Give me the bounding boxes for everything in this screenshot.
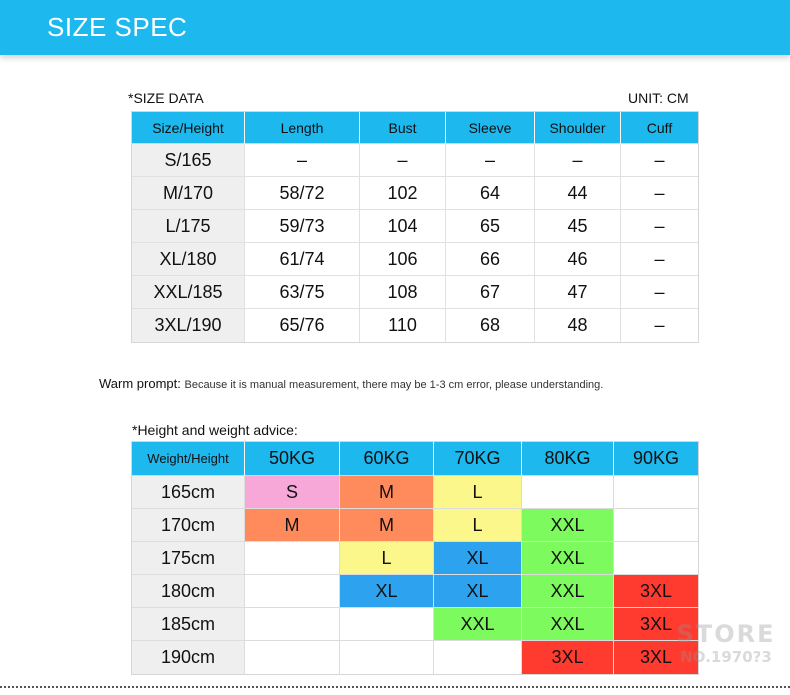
size-recommendation-cell	[245, 542, 340, 575]
advice-header-cell: 60KG	[340, 442, 434, 476]
size-recommendation-cell	[245, 575, 340, 608]
height-label-cell: 190cm	[132, 641, 245, 674]
size-value-cell: –	[621, 276, 698, 309]
size-value-cell: 59/73	[245, 210, 360, 243]
advice-header-cell: 50KG	[245, 442, 340, 476]
table-row	[132, 144, 698, 177]
size-value-cell: 48	[535, 309, 621, 342]
store-watermark	[676, 622, 776, 682]
size-header-cell: Size/Height	[132, 112, 245, 144]
size-recommendation-cell: XXL	[522, 542, 614, 575]
size-label-cell: M/170	[132, 177, 245, 210]
size-recommendation-cell: XXL	[522, 509, 614, 542]
size-recommendation-cell: S	[245, 476, 340, 509]
size-value-cell: –	[621, 243, 698, 276]
size-header-cell: Cuff	[621, 112, 698, 144]
watermark-line-1: STORE	[676, 620, 776, 648]
table-row	[132, 210, 698, 243]
table-row	[132, 476, 698, 509]
size-table-header-row	[132, 112, 698, 144]
page-title: SIZE SPEC	[47, 12, 188, 42]
size-value-cell: –	[621, 144, 698, 177]
size-recommendation-cell: L	[434, 509, 522, 542]
size-recommendation-cell	[245, 641, 340, 674]
size-value-cell: 46	[535, 243, 621, 276]
size-value-cell: –	[535, 144, 621, 177]
advice-header-cell: 70KG	[434, 442, 522, 476]
size-label-cell: XXL/185	[132, 276, 245, 309]
size-recommendation-cell: XXL	[434, 608, 522, 641]
height-label-cell: 170cm	[132, 509, 245, 542]
size-value-cell: 45	[535, 210, 621, 243]
size-value-cell: 65/76	[245, 309, 360, 342]
size-value-cell: 61/74	[245, 243, 360, 276]
size-value-cell: 44	[535, 177, 621, 210]
size-recommendation-cell: M	[340, 476, 434, 509]
size-value-cell: 106	[360, 243, 446, 276]
size-recommendation-cell: 3XL	[614, 608, 698, 641]
advice-header-cell: 90KG	[614, 442, 698, 476]
size-recommendation-cell	[434, 641, 522, 674]
height-label-cell: 185cm	[132, 608, 245, 641]
size-value-cell: 102	[360, 177, 446, 210]
size-value-cell: –	[360, 144, 446, 177]
size-header-cell: Length	[245, 112, 360, 144]
size-recommendation-cell: XL	[340, 575, 434, 608]
size-header-cell: Sleeve	[446, 112, 535, 144]
warm-prompt	[99, 376, 603, 391]
size-value-cell: 58/72	[245, 177, 360, 210]
size-value-cell: 110	[360, 309, 446, 342]
size-label-cell: S/165	[132, 144, 245, 177]
size-data-caption: *SIZE DATA	[128, 90, 204, 106]
size-label-cell: XL/180	[132, 243, 245, 276]
size-recommendation-cell	[614, 476, 698, 509]
advice-header-cell: 80KG	[522, 442, 614, 476]
size-value-cell: 65	[446, 210, 535, 243]
height-label-cell: 165cm	[132, 476, 245, 509]
size-value-cell: –	[621, 210, 698, 243]
size-recommendation-cell	[245, 608, 340, 641]
table-row	[132, 575, 698, 608]
size-value-cell: 68	[446, 309, 535, 342]
table-row	[132, 276, 698, 309]
size-recommendation-cell: 3XL	[614, 575, 698, 608]
size-value-cell: –	[446, 144, 535, 177]
size-recommendation-cell	[614, 542, 698, 575]
size-label-cell: L/175	[132, 210, 245, 243]
size-value-cell: –	[621, 309, 698, 342]
size-value-cell: 47	[535, 276, 621, 309]
size-value-cell: 104	[360, 210, 446, 243]
header-banner	[0, 0, 790, 55]
size-header-cell: Shoulder	[535, 112, 621, 144]
size-recommendation-cell: XL	[434, 575, 522, 608]
watermark-line-2: NO.1970?3	[680, 648, 772, 666]
size-recommendation-cell: 3XL	[614, 641, 698, 674]
size-value-cell: 64	[446, 177, 535, 210]
size-label-cell: 3XL/190	[132, 309, 245, 342]
advice-caption: *Height and weight advice:	[132, 422, 298, 438]
size-recommendation-cell	[340, 641, 434, 674]
table-row	[132, 177, 698, 210]
size-recommendation-cell	[340, 608, 434, 641]
table-row	[132, 542, 698, 575]
table-row	[132, 243, 698, 276]
height-weight-advice-table	[131, 441, 699, 675]
table-row	[132, 608, 698, 641]
size-recommendation-cell: XXL	[522, 575, 614, 608]
unit-label: UNIT: CM	[628, 90, 689, 106]
size-data-table	[131, 111, 699, 343]
bottom-divider	[0, 686, 790, 690]
size-recommendation-cell: XXL	[522, 608, 614, 641]
size-value-cell: 63/75	[245, 276, 360, 309]
size-header-cell: Bust	[360, 112, 446, 144]
size-value-cell: 108	[360, 276, 446, 309]
size-recommendation-cell: L	[340, 542, 434, 575]
size-recommendation-cell: L	[434, 476, 522, 509]
height-label-cell: 180cm	[132, 575, 245, 608]
size-value-cell: –	[621, 177, 698, 210]
size-recommendation-cell: M	[245, 509, 340, 542]
advice-header-cell: Weight/Height	[132, 442, 245, 476]
size-value-cell: 67	[446, 276, 535, 309]
table-row	[132, 509, 698, 542]
size-recommendation-cell	[522, 476, 614, 509]
table-row	[132, 641, 698, 674]
advice-table-header-row	[132, 442, 698, 476]
height-label-cell: 175cm	[132, 542, 245, 575]
size-recommendation-cell: 3XL	[522, 641, 614, 674]
warm-prompt-text: Because it is manual measurement, there may be 1-3 cm error, please understanding.	[184, 379, 604, 391]
warm-prompt-label: Warm prompt:	[99, 376, 185, 391]
size-value-cell: 66	[446, 243, 535, 276]
table-row	[132, 309, 698, 342]
size-value-cell: –	[245, 144, 360, 177]
size-recommendation-cell: M	[340, 509, 434, 542]
size-recommendation-cell	[614, 509, 698, 542]
size-recommendation-cell: XL	[434, 542, 522, 575]
